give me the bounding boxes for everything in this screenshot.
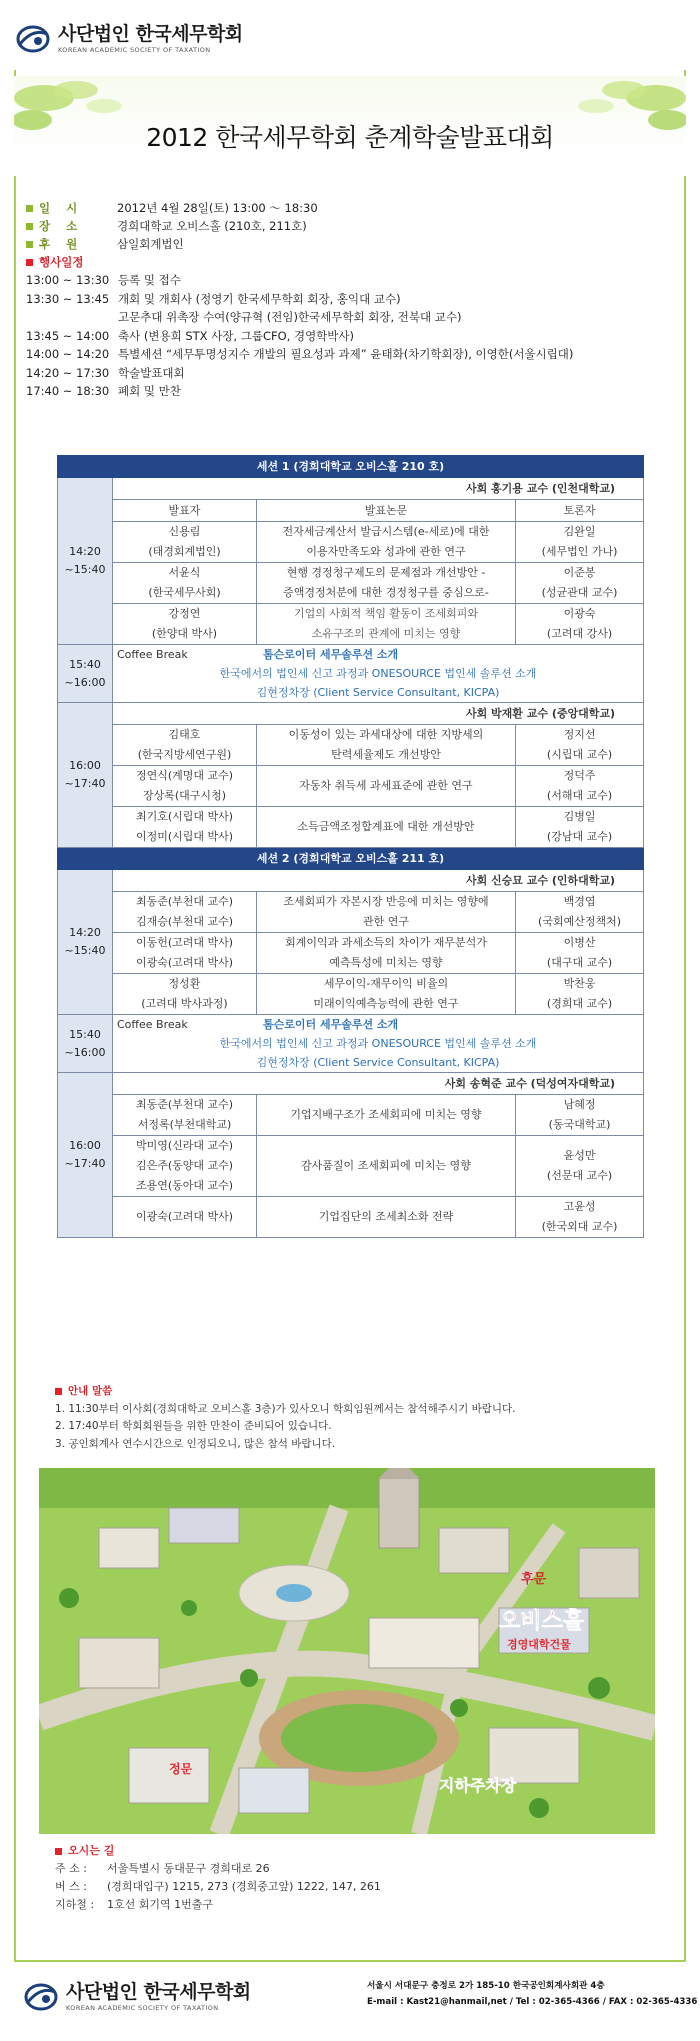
table-row: 서윤식 (한국세무사회) 현행 경정청구제도의 문제점과 개선방안 - 증액경정처분에 대한 경정청구를 중심으로- 이준봉 (성균관대 교수) [58, 563, 644, 604]
header-org-name: 사단법인 한국세무학회 [58, 22, 243, 45]
schedule-row: 13:45 ~ 14:00 축사 (변용희 STX 사장, 그룹CFO, 경영학박사) [26, 328, 354, 343]
schedule-row: 14:20 ~ 17:30 학술발표대회 [26, 365, 185, 380]
schedule-heading: 행사일정 [39, 255, 84, 269]
svg-text:정문: 정문 [169, 1762, 193, 1776]
info-row-date [26, 199, 573, 217]
society-logo-icon [24, 1982, 58, 2012]
schedule-heading-row [26, 253, 573, 271]
time-cell: 16:00 ~17:40 [58, 703, 113, 848]
schedule-row: 14:00 ~ 14:20 특별세션 “세무투명성지수 개발의 필요성과 과제” 윤태화(차기학회장), 이영한(서울시립대) [26, 347, 574, 362]
table-row: 최동준(부천대 교수) 김재승(부천대 교수) 조세회피가 자본시장 반응에 미치는 영향에 관한 연구 백경엽 (국회예산정책처) [58, 892, 644, 933]
table-row: 최동준(부천대 교수) 서정록(부천대학교) 기업지배구조가 조세회피에 미치는 영향 남혜정 (동국대학교) [58, 1095, 644, 1136]
footer-logo [24, 1982, 251, 2012]
svg-text:경영대학건물: 경영대학건물 [507, 1638, 571, 1651]
header-org-name-en: KOREAN ACADEMIC SOCIETY OF TAXATION [58, 45, 211, 54]
directions-heading: 오시는 길 [68, 1844, 115, 1857]
table-row: 최기호(시립대 박사) 이정미(시립대 박사) 소득금액조정합계표에 대한 개선방안 김병일 (강남대 교수) [58, 807, 644, 848]
time-cell: 14:20 ~15:40 [58, 478, 113, 645]
page-title: 2012 한국세무학회 춘계학술발표대회 [146, 123, 554, 152]
footer-contact-line: E-mail : Kast21@hanmail,net / Tel : 02-365-4366 / FAX : 02-365-4336 [367, 1997, 698, 2007]
moderator: 사회 신승묘 교수 (인하대학교) [113, 870, 644, 892]
table-row: 이광숙(고려대 박사) 기업집단의 조세최소화 전략 고윤성 (한국외대 교수) [58, 1197, 644, 1238]
coffee-break-row: 15:40 ~16:00 Coffee Break 톰슨로이터 세무솔루션 소개 한국에서의 법인세 신고 과정과 ONESOURCE 법인세 솔루션 소개 김현정차장 (Client Service Consultant, KICPA) [58, 1015, 644, 1073]
table-row: 강정연 (한양대 박사) 기업의 사회적 책임 활동이 조세회피와 소유구조의 관계에 미치는 영향 이광숙 (고려대 강사) [58, 604, 644, 645]
table-row: 이동헌(고려대 박사) 이광숙(고려대 박사) 회계이익과 과세소득의 차이가 재무분석가 예측특성에 미치는 영향 이병산 (대구대 교수) [58, 933, 644, 974]
square-bullet-icon [55, 1848, 62, 1855]
square-bullet-icon [55, 1388, 62, 1395]
info-label: 장 소 [39, 219, 84, 233]
footer-address-line: 서울시 서대문구 충정로 2가 185-10 한국공인회계사회관 4층 [367, 1981, 605, 1991]
info-label: 후 원 [39, 237, 84, 251]
notice-line: 1. 11:30부터 이사회(경희대학교 오비스홀 3층)가 있사오니 학회임원께서는 참석해주시기 바랍니다. [55, 1402, 516, 1415]
notice-section [55, 1383, 515, 1453]
footer-org-name: 사단법인 한국세무학회 [66, 1980, 251, 2003]
campus-map-illustration [39, 1468, 655, 1834]
table-row: 김태호 (한국지방세연구원) 이동성이 있는 과세대상에 대한 지방세의 탄력세율제도 개선방안 정지선 (시립대 교수) [58, 725, 644, 766]
table-row: 신용림 (태경회계법인) 전자세금계산서 발급시스템(e-세로)에 대한 이용자만족도와 성과에 관한 연구 김완일 (세무법인 가나) [58, 522, 644, 563]
schedule-row: 고문추대 위촉장 수여(양규혁 (전임)한국세무학회 회장, 전북대 교수) [118, 310, 462, 325]
svg-text:오비스홀: 오비스홀 [499, 1609, 585, 1634]
program-table [57, 455, 644, 1238]
schedule-row: 13:00 ~ 13:30 등록 및 접수 [26, 273, 181, 288]
directions-section [55, 1842, 381, 1914]
session-2-title: 세션 2 (경희대학교 오비스홀 211 호) [58, 848, 644, 870]
notice-line: 3. 공인회계사 연수시간으로 인정되오니, 많은 참석 바랍니다. [55, 1437, 336, 1450]
info-value: 2012년 4월 28일(토) 13:00 ～ 18:30 [117, 201, 318, 215]
footer-divider [14, 1960, 686, 1962]
notice-line: 2. 17:40부터 학회회원들을 위한 만찬이 준비되어 있습니다. [55, 1420, 332, 1432]
directions-row: 버 스 : (경희대입구) 1215, 273 (경희중고앞) 1222, 147, 261 [55, 1880, 381, 1893]
time-cell: 14:20 ~15:40 [58, 870, 113, 1015]
session-1-title: 세션 1 (경희대학교 오비스홀 210 호) [58, 456, 644, 478]
time-cell: 16:00 ~17:40 [58, 1073, 113, 1238]
info-row-venue [26, 217, 573, 235]
table-row: 정연식(계명대 교수) 장상록(대구시청) 자동차 취득세 과세표준에 관한 연구 정덕주 (서해대 교수) [58, 766, 644, 807]
campus-map [39, 1468, 655, 1834]
event-info [26, 199, 573, 401]
col-presenter: 발표자 [113, 500, 257, 522]
header-logo [16, 24, 243, 54]
info-value: 경희대학교 오비스홀 (210호, 211호) [117, 219, 307, 233]
table-row: 박미영(신라대 교수) 김은주(동양대 교수) 조용연(동아대 교수) 감사품질이 조세회피에 미치는 영향 윤성만 (선문대 교수) [58, 1136, 644, 1197]
square-bullet-icon [26, 223, 33, 230]
square-bullet-icon [26, 241, 33, 248]
directions-row: 주 소 : 서울특별시 동대문구 경희대로 26 [55, 1862, 270, 1875]
col-paper: 발표논문 [257, 500, 516, 522]
col-discussant: 토론자 [516, 500, 644, 522]
moderator: 사회 송혁준 교수 (덕성여자대학교) [113, 1073, 644, 1095]
footer-address [367, 1978, 697, 2010]
moderator: 사회 박재환 교수 (중앙대학교) [113, 703, 644, 725]
schedule-row: 13:30 ~ 13:45 개회 및 개회사 (정영기 한국세무학회 회장, 홍익대 교수) [26, 291, 401, 306]
footer-org-name-en: KOREAN ACADEMIC SOCIETY OF TAXATION [66, 2003, 219, 2012]
coffee-break-row: 15:40 ~16:00 Coffee Break 톰슨로이터 세무솔루션 소개 한국에서의 법인세 신고 과정과 ONESOURCE 법인세 솔루션 소개 김현정차장 (Client Service Consultant, KICPA) [58, 645, 644, 703]
info-value: 삼일회계법인 [117, 237, 184, 251]
directions-row: 지하철 : 1호선 회기역 1번출구 [55, 1898, 213, 1911]
table-row: 정성환 (고려대 박사과정) 세무이익-재무이익 비율의 미래이익예측능력에 관한 연구 박찬웅 (경희대 교수) [58, 974, 644, 1015]
svg-text:지하주차장: 지하주차장 [439, 1776, 517, 1795]
society-logo-icon [16, 24, 50, 54]
moderator: 사회 홍기용 교수 (인천대학교) [113, 478, 644, 500]
square-bullet-icon [26, 259, 33, 266]
svg-text:후문: 후문 [521, 1572, 547, 1587]
schedule-row: 17:40 ~ 18:30 폐회 및 만찬 [26, 384, 181, 399]
notice-heading: 안내 말씀 [68, 1385, 113, 1397]
info-label: 일 시 [39, 201, 84, 215]
square-bullet-icon [26, 205, 33, 212]
info-row-sponsor [26, 235, 573, 253]
